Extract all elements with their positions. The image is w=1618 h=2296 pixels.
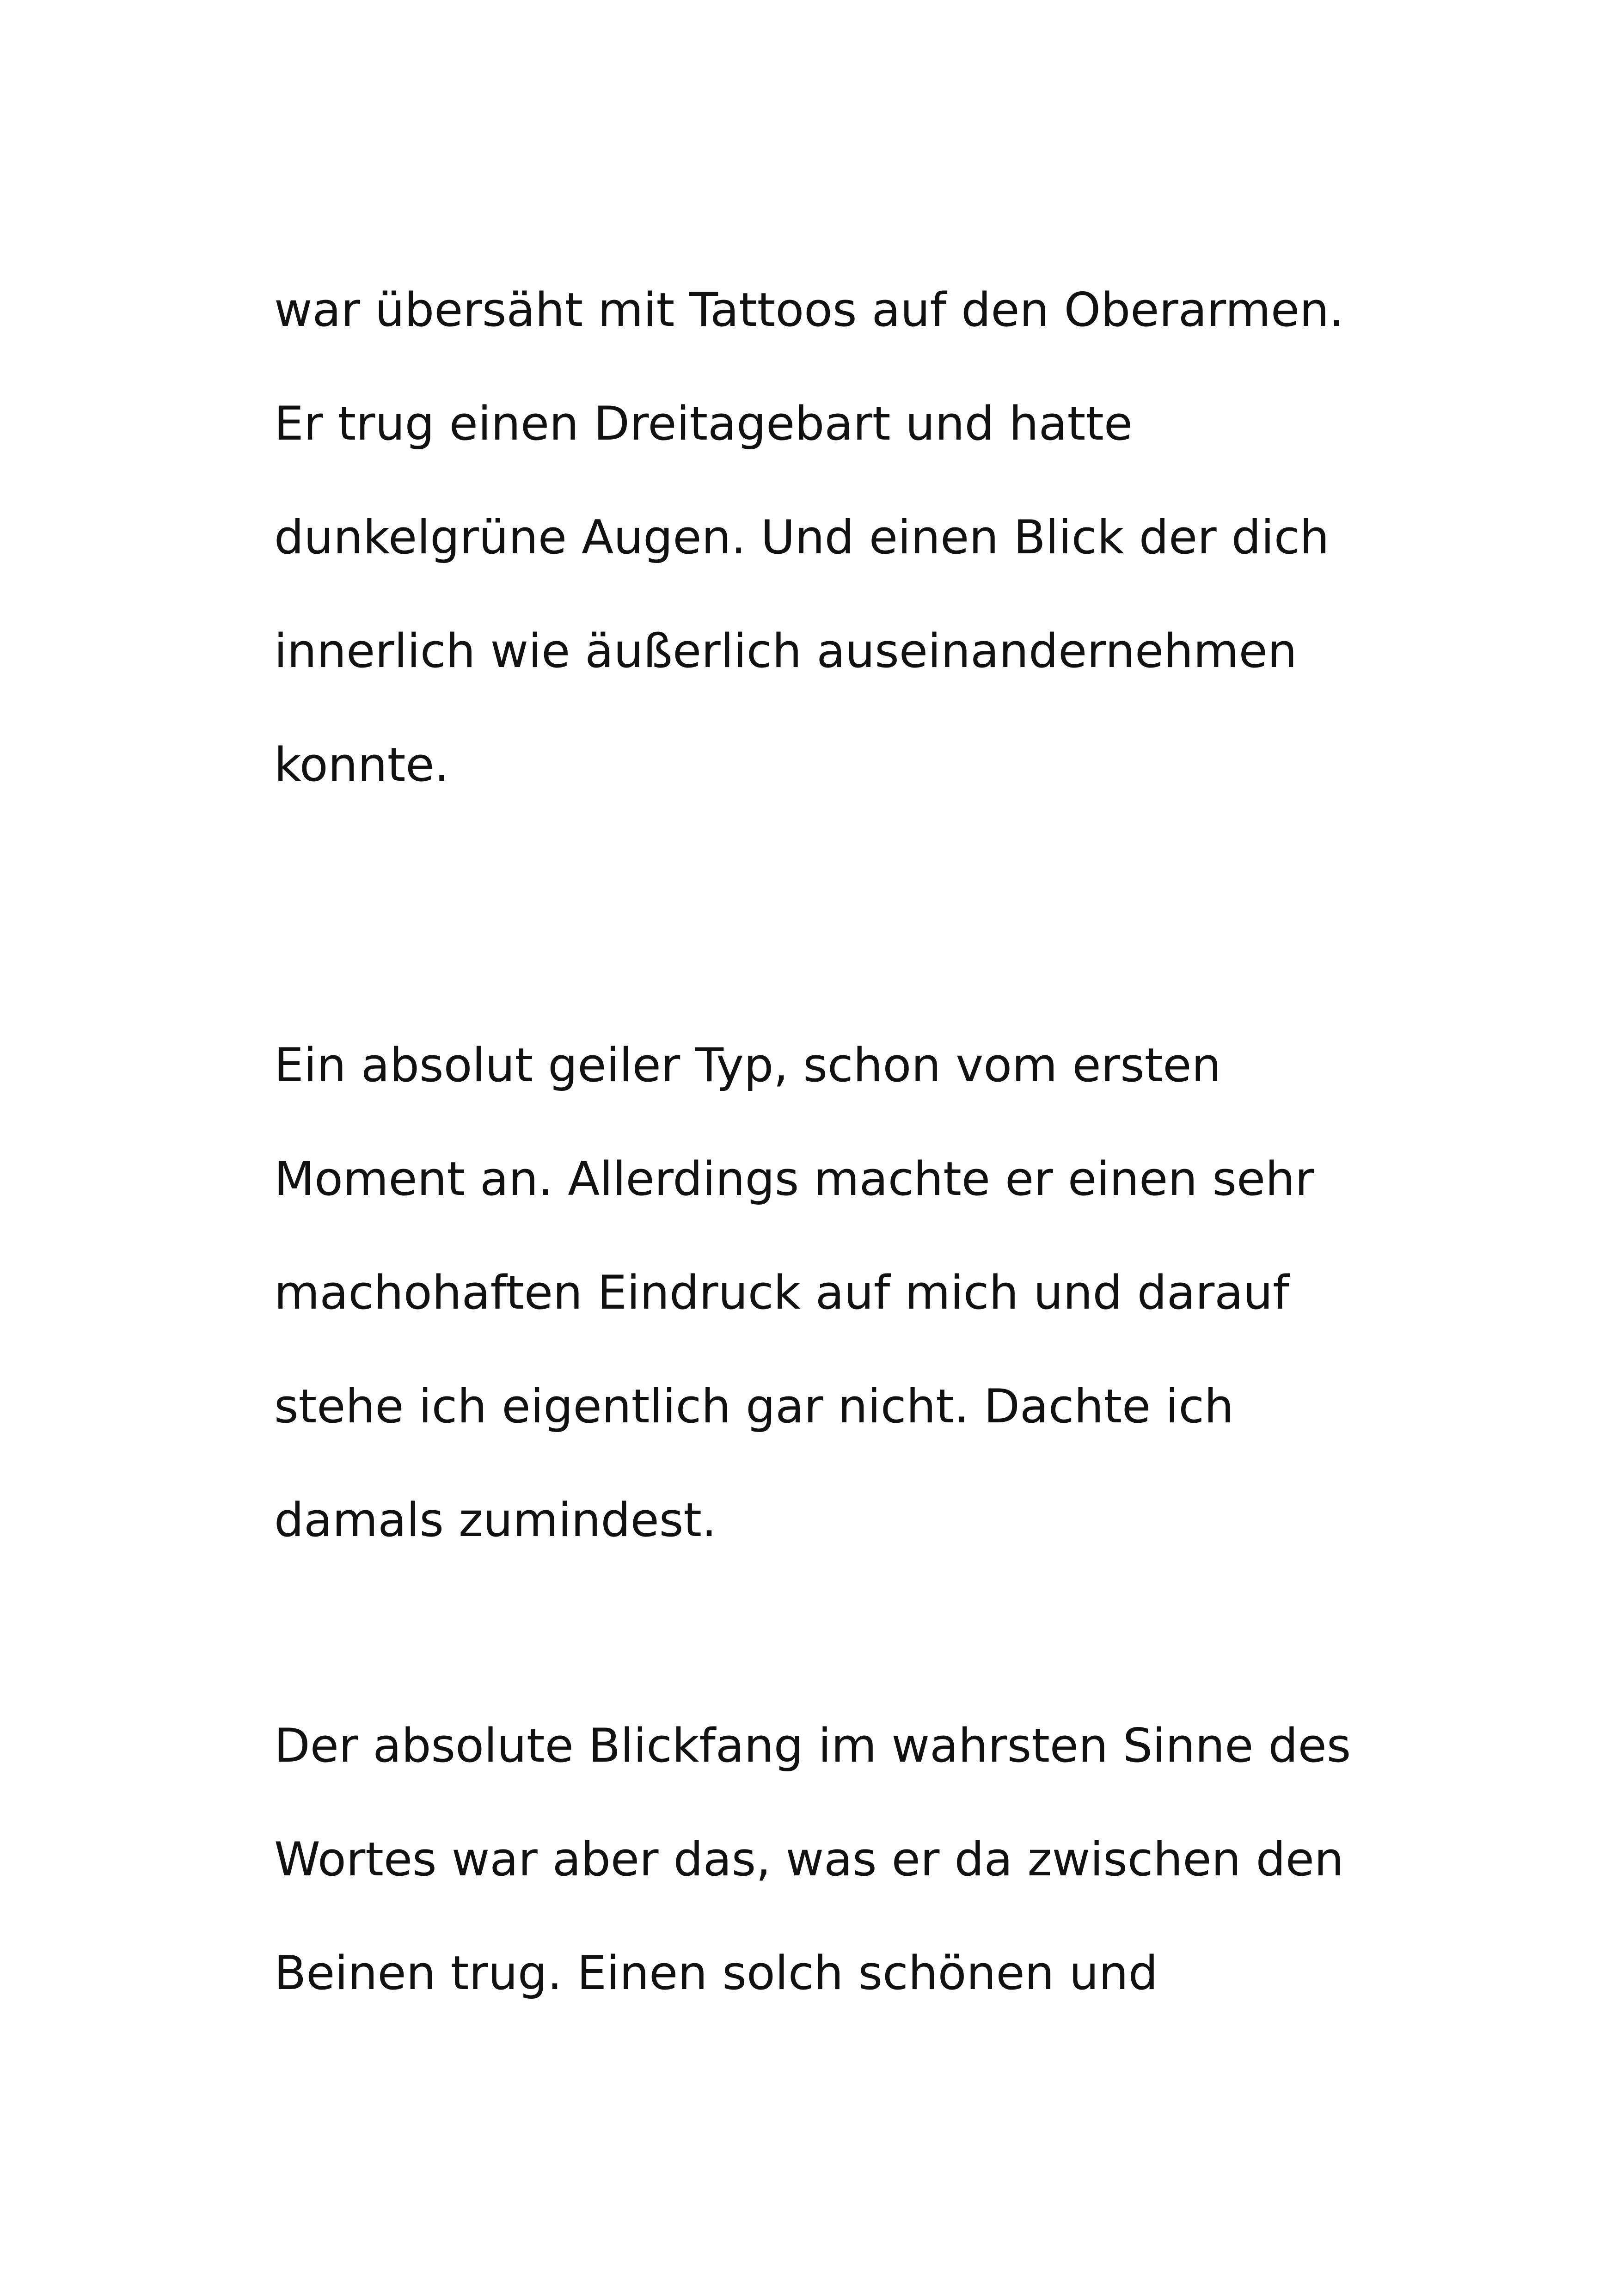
text-line: Er trug einen Dreitagebart und hatte: [274, 396, 1133, 451]
text-line: stehe ich eigentlich gar nicht. Dachte ich: [274, 1379, 1234, 1433]
text-line: konnte.: [274, 737, 449, 792]
text-line: innerlich wie äußerlich auseinandernehmen: [274, 624, 1297, 678]
text-line: Der absolute Blickfang im wahrsten Sinne des: [274, 1718, 1351, 1773]
text-line: Moment an. Allerdings machte er einen sehr: [274, 1151, 1314, 1206]
text-line: Ein absolut geiler Typ, schon vom ersten: [274, 1038, 1221, 1092]
text-line: Wortes war aber das, was er da zwischen den: [274, 1832, 1344, 1886]
text-line: machohaften Eindruck auf mich und darauf: [274, 1265, 1289, 1320]
text-line: damals zumindest.: [274, 1493, 717, 1547]
text-line: war übersäht mit Tattoos auf den Oberarmen.: [274, 282, 1344, 337]
text-line: Beinen trug. Einen solch schönen und: [274, 1946, 1158, 2000]
text-line: dunkelgrüne Augen. Und einen Blick der dich: [274, 510, 1330, 564]
